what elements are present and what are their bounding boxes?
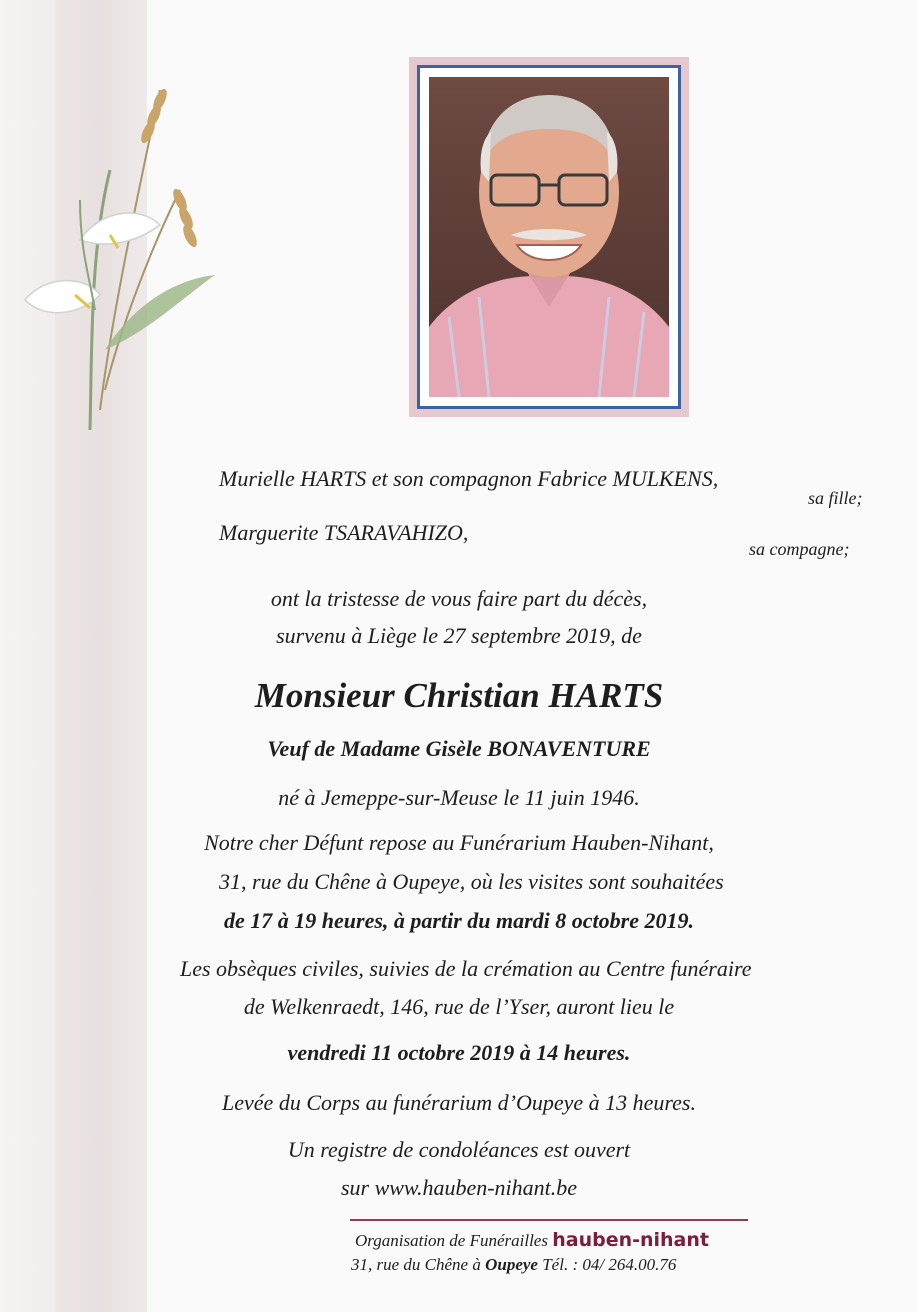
- intro-line-1: ont la tristesse de vous faire part du décès,: [270, 586, 648, 611]
- funeral-line-1: Les obsèques civiles, suivies de la crémation au Centre funéraire: [180, 956, 752, 981]
- footer-address-line: [351, 1256, 676, 1273]
- hauben-nihant-logo: hauben-nihant: [552, 1229, 709, 1251]
- portrait-frame: [409, 57, 689, 417]
- announcer-line-1: Murielle HARTS et son compagnon Fabrice MULKENS,: [219, 466, 719, 491]
- register-line-1: Un registre de condoléances est ouvert: [287, 1137, 631, 1162]
- calla-lily-wheat-decoration: [20, 50, 220, 450]
- footer-phone: Tél. : 04/ 264.00.76: [542, 1255, 677, 1274]
- announcer-relation-companion: sa compagne;: [749, 539, 850, 559]
- footer-org-label: Organisation de Funérailles: [355, 1231, 548, 1250]
- announcer-line-2: Marguerite TSARAVAHIZO,: [219, 520, 469, 545]
- portrait-photo: [429, 77, 669, 397]
- birth-line: né à Jemeppe-sur-Meuse le 11 juin 1946.: [278, 785, 640, 810]
- footer-address-prefix: 31, rue du Chêne à: [351, 1255, 481, 1274]
- funeral-line-2: de Welkenraedt, 146, rue de l’Yser, auront lieu le: [243, 994, 675, 1019]
- visits-line-1: Notre cher Défunt repose au Funérarium Hauben-Nihant,: [204, 830, 714, 855]
- visits-line-2: 31, rue du Chêne à Oupeye, où les visites sont souhaitées: [219, 869, 724, 894]
- deceased-name: Monsieur Christian HARTS: [254, 676, 664, 715]
- register-line-2: sur www.hauben-nihant.be: [340, 1175, 578, 1200]
- announcer-relation-daughter: sa fille;: [808, 488, 863, 508]
- footer-divider: [350, 1219, 748, 1221]
- visits-line-3: de 17 à 19 heures, à partir du mardi 8 octobre 2019.: [224, 908, 694, 933]
- footer-town: Oupeye: [485, 1255, 538, 1274]
- widow-of-line: Veuf de Madame Gisèle BONAVENTURE: [267, 736, 651, 761]
- portrait-border: [417, 65, 681, 409]
- intro-line-2: survenu à Liège le 27 septembre 2019, de: [276, 623, 642, 648]
- funeral-date-line: vendredi 11 octobre 2019 à 14 heures.: [287, 1040, 631, 1065]
- footer-organisation-line: [355, 1231, 709, 1250]
- levee-du-corps-line: Levée du Corps au funérarium d’Oupeye à 13 heures.: [222, 1090, 696, 1115]
